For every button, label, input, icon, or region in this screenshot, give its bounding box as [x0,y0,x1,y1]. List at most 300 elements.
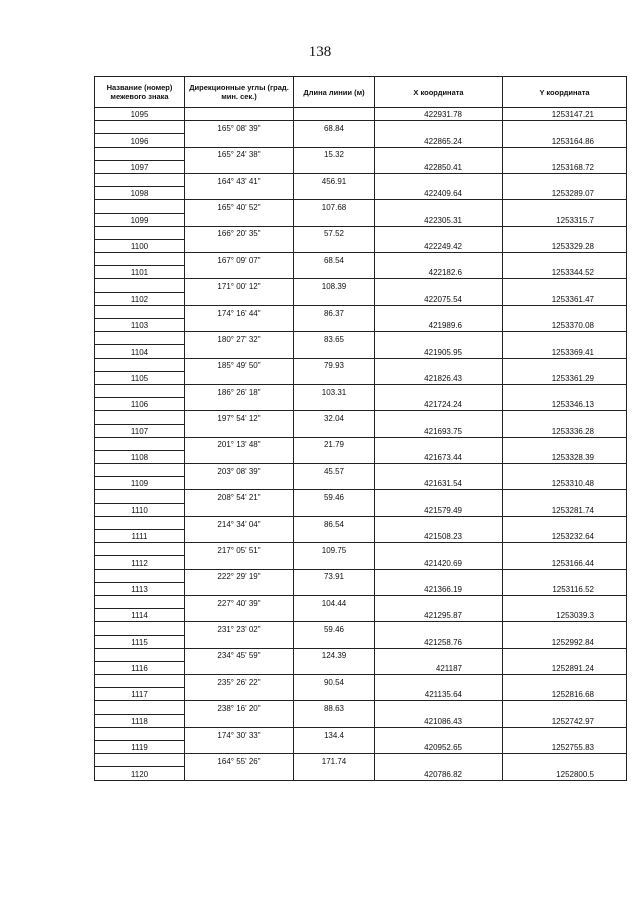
point-row [95,424,627,437]
empty-cell [185,292,294,305]
point-row [95,398,627,411]
point-name: 1120 [95,767,185,780]
empty-cell [375,226,503,239]
point-row [95,635,627,648]
point-row [95,477,627,490]
line-length: 68.84 [294,121,375,134]
empty-cell [375,147,503,160]
empty-cell [375,622,503,635]
segment-row [95,754,627,767]
point-name: 1112 [95,556,185,569]
line-length: 86.54 [294,516,375,529]
x-coordinate: 421420.69 [375,556,503,569]
segment-row [95,437,627,450]
point-row [95,582,627,595]
y-coordinate: 1252800.5 [503,767,627,780]
line-length: 88.63 [294,701,375,714]
direction-angle: 185° 49' 50" [185,358,294,371]
line-length: 104.44 [294,595,375,608]
point-name: 1111 [95,530,185,543]
y-coordinate: 1253147.21 [503,108,627,121]
empty-cell [294,108,375,121]
line-length: 59.46 [294,490,375,503]
segment-row [95,595,627,608]
y-coordinate: 1253164.86 [503,134,627,147]
empty-cell [185,635,294,648]
empty-cell [95,464,185,477]
point-name: 1107 [95,424,185,437]
empty-cell [95,543,185,556]
empty-cell [185,371,294,384]
x-coordinate: 422931.78 [375,108,503,121]
empty-cell [294,530,375,543]
y-coordinate: 1253281.74 [503,503,627,516]
x-coordinate: 421826.43 [375,371,503,384]
y-coordinate: 1252742.97 [503,714,627,727]
y-coordinate: 1253039.3 [503,609,627,622]
empty-cell [503,253,627,266]
point-row [95,187,627,200]
point-name: 1113 [95,582,185,595]
empty-cell [375,516,503,529]
empty-cell [185,477,294,490]
point-row [95,661,627,674]
segment-row [95,200,627,213]
empty-cell [294,582,375,595]
direction-angle: 235° 26' 22" [185,675,294,688]
table-header-row [95,77,627,108]
direction-angle: 174° 16' 44" [185,305,294,318]
segment-row [95,569,627,582]
y-coordinate: 1253344.52 [503,266,627,279]
segment-row [95,543,627,556]
point-row [95,609,627,622]
y-coordinate: 1253116.52 [503,582,627,595]
direction-angle: 234° 45' 59" [185,648,294,661]
empty-cell [95,595,185,608]
point-name: 1105 [95,371,185,384]
empty-cell [95,569,185,582]
line-length: 83.65 [294,332,375,345]
x-coordinate: 421673.44 [375,450,503,463]
point-row [95,530,627,543]
point-row [95,556,627,569]
x-coordinate: 421693.75 [375,424,503,437]
empty-cell [185,239,294,252]
segment-row [95,305,627,318]
boundary-coordinates-table [94,76,627,781]
table-body [95,108,627,781]
y-coordinate: 1252891.24 [503,661,627,674]
empty-cell [185,609,294,622]
empty-cell [503,595,627,608]
empty-cell [185,767,294,780]
point-row [95,503,627,516]
x-coordinate: 421508.23 [375,530,503,543]
empty-cell [294,319,375,332]
page-number: 138 [308,44,332,60]
point-row [95,767,627,780]
segment-row [95,675,627,688]
line-length: 57.52 [294,226,375,239]
direction-angle: 180° 27' 32" [185,332,294,345]
empty-cell [375,437,503,450]
header-y: Y координата [503,77,627,108]
y-coordinate: 1253310.48 [503,477,627,490]
y-coordinate: 1253232.64 [503,530,627,543]
direction-angle: 164° 43' 41" [185,173,294,186]
empty-cell [503,543,627,556]
point-name: 1110 [95,503,185,516]
y-coordinate: 1253346.13 [503,398,627,411]
empty-cell [294,450,375,463]
empty-cell [185,556,294,569]
empty-cell [185,319,294,332]
line-length: 107.68 [294,200,375,213]
empty-cell [185,688,294,701]
segment-row [95,648,627,661]
empty-cell [294,661,375,674]
empty-cell [294,714,375,727]
x-coordinate: 422249.42 [375,239,503,252]
empty-cell [503,701,627,714]
x-coordinate: 421579.49 [375,503,503,516]
y-coordinate: 1253328.39 [503,450,627,463]
direction-angle: 171° 00' 12" [185,279,294,292]
y-coordinate: 1253289.07 [503,187,627,200]
empty-cell [185,741,294,754]
empty-cell [503,121,627,134]
line-length: 73.91 [294,569,375,582]
empty-cell [294,371,375,384]
line-length: 45.57 [294,464,375,477]
direction-angle: 217° 05' 51" [185,543,294,556]
empty-cell [503,675,627,688]
empty-cell [185,582,294,595]
x-coordinate: 422850.41 [375,160,503,173]
empty-cell [503,622,627,635]
empty-cell [294,213,375,226]
empty-cell [95,490,185,503]
line-length: 134.4 [294,727,375,740]
y-coordinate: 1253336.28 [503,424,627,437]
empty-cell [185,266,294,279]
empty-cell [375,253,503,266]
line-length: 90.54 [294,675,375,688]
point-name: 1098 [95,187,185,200]
empty-cell [95,516,185,529]
empty-cell [503,490,627,503]
empty-cell [294,187,375,200]
direction-angle: 166° 20' 35" [185,226,294,239]
x-coordinate: 421631.54 [375,477,503,490]
line-length: 59.46 [294,622,375,635]
empty-cell [503,437,627,450]
empty-cell [503,226,627,239]
empty-cell [375,200,503,213]
point-row [95,371,627,384]
segment-row [95,516,627,529]
point-name: 1101 [95,266,185,279]
point-name: 1099 [95,213,185,226]
empty-cell [185,398,294,411]
y-coordinate: 1252992.84 [503,635,627,648]
x-coordinate: 421366.19 [375,582,503,595]
point-row [95,239,627,252]
header-name: Название (номер) межевого знака [95,77,185,108]
empty-cell [503,173,627,186]
empty-cell [375,754,503,767]
empty-cell [185,160,294,173]
point-row [95,160,627,173]
empty-cell [294,292,375,305]
empty-cell [375,675,503,688]
empty-cell [375,411,503,424]
empty-cell [375,358,503,371]
point-name: 1096 [95,134,185,147]
empty-cell [375,173,503,186]
empty-cell [375,384,503,397]
empty-cell [95,384,185,397]
empty-cell [294,134,375,147]
direction-angle: 165° 40' 52" [185,200,294,213]
empty-cell [503,147,627,160]
empty-cell [294,477,375,490]
empty-cell [375,305,503,318]
empty-cell [95,253,185,266]
empty-cell [375,332,503,345]
segment-row [95,358,627,371]
line-length: 86.37 [294,305,375,318]
empty-cell [185,424,294,437]
x-coordinate: 420786.82 [375,767,503,780]
empty-cell [95,147,185,160]
point-name: 1104 [95,345,185,358]
point-row [95,108,627,121]
empty-cell [294,503,375,516]
point-name: 1114 [95,609,185,622]
point-row [95,213,627,226]
empty-cell [294,635,375,648]
point-name: 1115 [95,635,185,648]
segment-row [95,622,627,635]
point-row [95,450,627,463]
point-name: 1109 [95,477,185,490]
empty-cell [185,450,294,463]
segment-row [95,701,627,714]
point-name: 1095 [95,108,185,121]
segment-row [95,279,627,292]
direction-angle: 165° 08' 39" [185,121,294,134]
x-coordinate: 422075.54 [375,292,503,305]
empty-cell [95,200,185,213]
point-name: 1106 [95,398,185,411]
empty-cell [185,108,294,121]
y-coordinate: 1253166.44 [503,556,627,569]
line-length: 68.54 [294,253,375,266]
segment-row [95,411,627,424]
empty-cell [503,358,627,371]
empty-cell [95,305,185,318]
empty-cell [185,134,294,147]
empty-cell [294,556,375,569]
direction-angle: 231° 23' 02" [185,622,294,635]
segment-row [95,384,627,397]
empty-cell [294,609,375,622]
empty-cell [294,424,375,437]
x-coordinate: 421295.87 [375,609,503,622]
empty-cell [375,464,503,477]
empty-cell [185,714,294,727]
empty-cell [294,160,375,173]
point-name: 1102 [95,292,185,305]
empty-cell [375,648,503,661]
empty-cell [294,239,375,252]
empty-cell [375,701,503,714]
segment-row [95,490,627,503]
x-coordinate: 421905.95 [375,345,503,358]
x-coordinate: 421989.6 [375,319,503,332]
direction-angle: 227° 40' 39" [185,595,294,608]
empty-cell [95,358,185,371]
line-length: 21.79 [294,437,375,450]
empty-cell [503,411,627,424]
direction-angle: 197° 54' 12" [185,411,294,424]
point-name: 1117 [95,688,185,701]
x-coordinate: 422305.31 [375,213,503,226]
x-coordinate: 420952.65 [375,741,503,754]
point-row [95,266,627,279]
y-coordinate: 1253168.72 [503,160,627,173]
direction-angle: 201° 13' 48" [185,437,294,450]
direction-angle: 186° 26' 18" [185,384,294,397]
direction-angle: 208° 54' 21" [185,490,294,503]
empty-cell [375,727,503,740]
line-length: 171.74 [294,754,375,767]
empty-cell [95,173,185,186]
empty-cell [294,398,375,411]
empty-cell [185,530,294,543]
line-length: 124.39 [294,648,375,661]
segment-row [95,727,627,740]
y-coordinate: 1253369.41 [503,345,627,358]
header-x: X координата [375,77,503,108]
empty-cell [503,516,627,529]
direction-angle: 165° 24' 38" [185,147,294,160]
header-length: Длина линии (м) [294,77,375,108]
point-name: 1116 [95,661,185,674]
direction-angle: 203° 08' 39" [185,464,294,477]
point-name: 1097 [95,160,185,173]
line-length: 109.75 [294,543,375,556]
line-length: 456.91 [294,173,375,186]
empty-cell [185,213,294,226]
empty-cell [185,345,294,358]
point-name: 1103 [95,319,185,332]
empty-cell [503,648,627,661]
header-angle: Дирекционные углы (град. мин. сек.) [185,77,294,108]
empty-cell [503,200,627,213]
line-length: 32.04 [294,411,375,424]
point-name: 1119 [95,741,185,754]
empty-cell [375,569,503,582]
empty-cell [294,688,375,701]
segment-row [95,147,627,160]
empty-cell [375,595,503,608]
point-name: 1108 [95,450,185,463]
direction-angle: 164° 55' 26" [185,754,294,767]
empty-cell [185,187,294,200]
point-row [95,688,627,701]
x-coordinate: 421258.76 [375,635,503,648]
empty-cell [375,121,503,134]
direction-angle: 214° 34' 04" [185,516,294,529]
empty-cell [375,279,503,292]
direction-angle: 174° 30' 33" [185,727,294,740]
empty-cell [95,411,185,424]
empty-cell [95,279,185,292]
y-coordinate: 1252816.68 [503,688,627,701]
x-coordinate: 421724.24 [375,398,503,411]
point-name: 1100 [95,239,185,252]
y-coordinate: 1253329.28 [503,239,627,252]
empty-cell [503,279,627,292]
x-coordinate: 422865.24 [375,134,503,147]
empty-cell [503,464,627,477]
y-coordinate: 1253315.7 [503,213,627,226]
empty-cell [503,384,627,397]
point-row [95,714,627,727]
x-coordinate: 422182.6 [375,266,503,279]
empty-cell [95,675,185,688]
segment-row [95,121,627,134]
segment-row [95,253,627,266]
point-row [95,741,627,754]
segment-row [95,226,627,239]
empty-cell [95,727,185,740]
empty-cell [95,754,185,767]
point-row [95,292,627,305]
empty-cell [503,754,627,767]
empty-cell [503,332,627,345]
y-coordinate: 1253361.47 [503,292,627,305]
empty-cell [294,345,375,358]
point-row [95,319,627,332]
point-name: 1118 [95,714,185,727]
line-length: 103.31 [294,384,375,397]
empty-cell [375,490,503,503]
empty-cell [503,569,627,582]
empty-cell [294,741,375,754]
direction-angle: 238° 16' 20" [185,701,294,714]
line-length: 15.32 [294,147,375,160]
empty-cell [294,767,375,780]
y-coordinate: 1253370.08 [503,319,627,332]
empty-cell [503,305,627,318]
x-coordinate: 422409.64 [375,187,503,200]
segment-row [95,332,627,345]
empty-cell [95,121,185,134]
empty-cell [503,727,627,740]
empty-cell [185,503,294,516]
line-length: 108.39 [294,279,375,292]
x-coordinate: 421187 [375,661,503,674]
x-coordinate: 421086.43 [375,714,503,727]
y-coordinate: 1253361.29 [503,371,627,384]
x-coordinate: 421135.64 [375,688,503,701]
empty-cell [95,622,185,635]
y-coordinate: 1252755.83 [503,741,627,754]
